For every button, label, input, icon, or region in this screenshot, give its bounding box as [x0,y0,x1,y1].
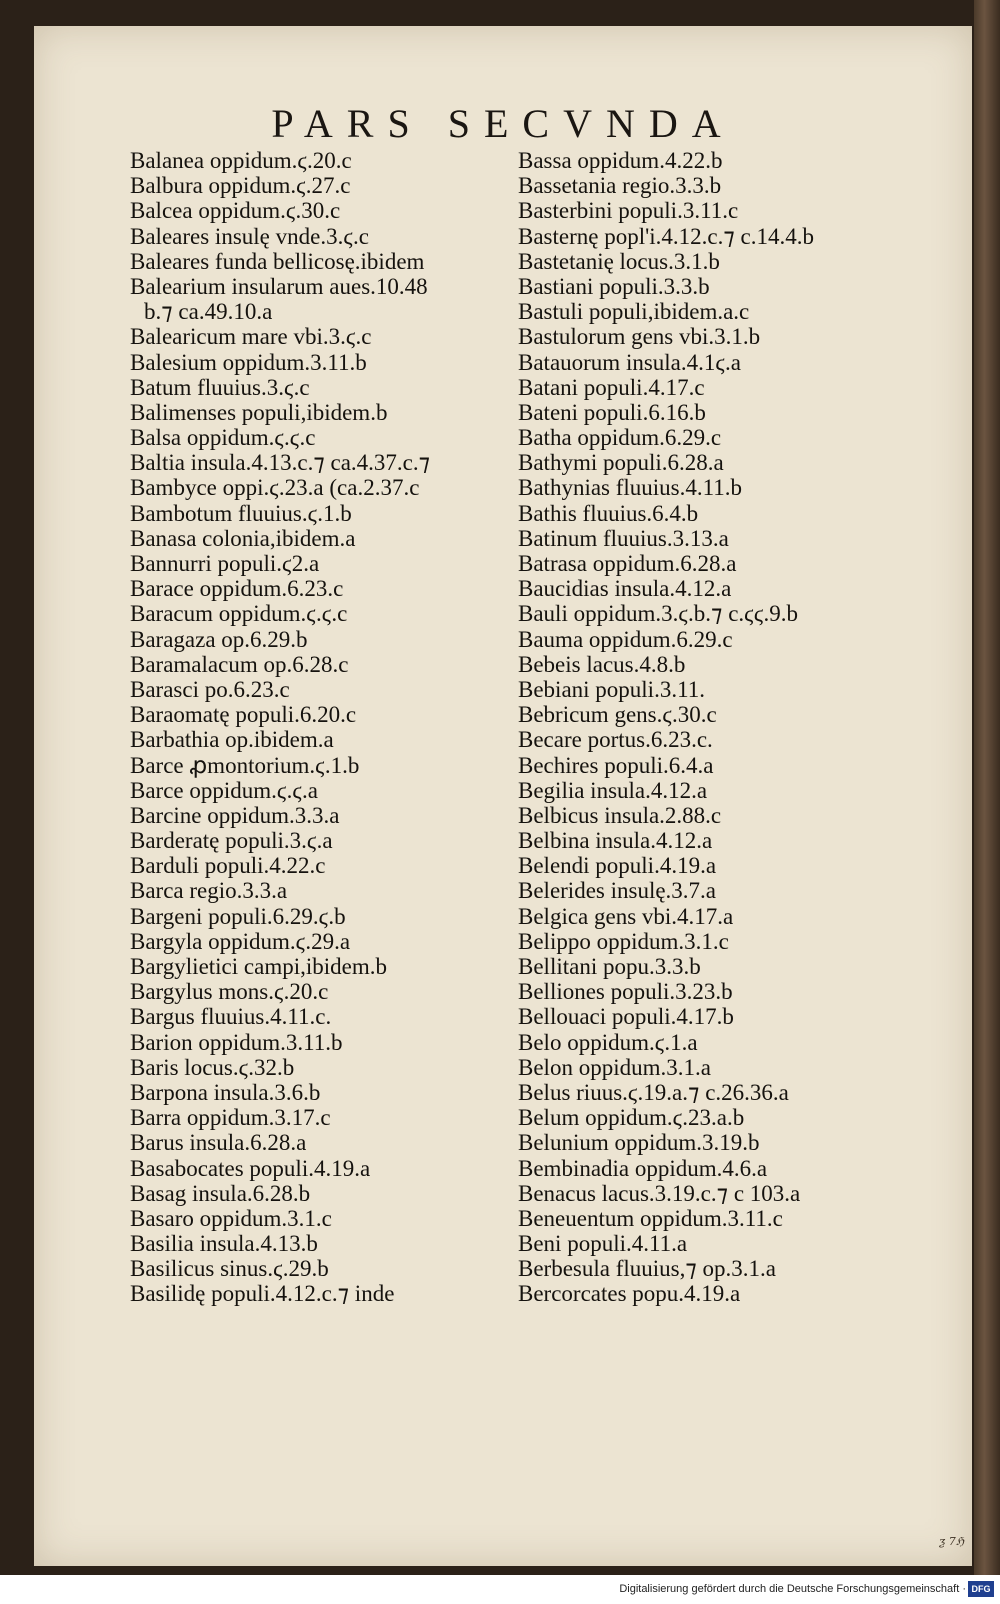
index-entry: Bathynias fluuius.4.11.b [518,475,743,501]
index-entry: Belum oppidum.ϛ.23.a.b [518,1105,745,1131]
index-entry: Bambyce oppi.ϛ.23.a (ca.2.37.c [130,475,420,501]
index-entry: Bebricum gens.ϛ.30.c [518,702,717,728]
index-entry: Barasci po.6.23.c [130,676,290,702]
index-entry: Belgica gens vbi.4.17.a [518,903,734,929]
index-entry: Beni populi.4.11.a [518,1231,688,1257]
index-entry: Bateni populi.6.16.b [518,399,706,425]
index-entry: Barderatę populi.3.ϛ.a [130,828,333,854]
index-entry: Barus insula.6.28.a [130,1130,307,1156]
index-entry: Benacus lacus.3.19.c.⁊ c 103.a [518,1180,801,1206]
index-entry: Barca regio.3.3.a [130,878,288,904]
index-entry: Belon oppidum.3.1.a [518,1054,711,1080]
index-entry: Belunium oppidum.3.19.b [518,1130,760,1156]
index-entry: Barce ꝓmontorium.ϛ.1.b [130,752,360,778]
index-entry: Belbina insula.4.12.a [518,828,713,854]
index-entry: Bassa oppidum.4.22.b [518,148,723,173]
index-entry: Barcine oppidum.3.3.a [130,802,340,828]
index-entry: Belendi populi.4.19.a [518,853,717,879]
index-entry: Basternę popl'i.4.12.c.⁊ c.14.4.b [518,223,814,249]
corner-mark: ƺ 7ℌ [938,1535,964,1548]
index-entry: Bambotum fluuius.ϛ.1.b [130,500,352,526]
index-entry: Balsa oppidum.ϛ.ϛ.c [130,425,316,451]
index-entry: Baucidias insula.4.12.a [518,576,732,602]
index-entry: Bargylus mons.ϛ.20.c [130,979,329,1005]
index-entry: Bebiani populi.3.11. [518,676,705,702]
index-entry: Bebeis lacus.4.8.b [518,651,686,677]
index-entry: Bastetanię locus.3.1.b [518,248,720,274]
footer-text: Digitalisierung gefördert durch die Deutsche Forschungsgemeinschaft · [619,1583,966,1595]
index-entry: Becare portus.6.23.c. [518,727,713,753]
index-entry: Bargeni populi.6.29.ϛ.b [130,903,346,929]
index-entry: Balbura oppidum.ϛ.27.c [130,173,351,199]
index-entry: Barion oppidum.3.11.b [130,1029,343,1055]
index-entry: Bassetania regio.3.3.b [518,173,722,199]
index-entry: Bastulorum gens vbi.3.1.b [518,324,761,350]
index-entry: Basilicus sinus.ϛ.29.b [130,1256,329,1282]
index-entry: Banasa colonia,ibidem.a [130,525,356,551]
index-entry: Bellouaci populi.4.17.b [518,1004,734,1030]
index-entry: Bercorcates popu.4.19.a [518,1281,741,1307]
index-entry: Begilia insula.4.12.a [518,777,708,803]
index-entry: Baramalacum op.6.28.c [130,651,349,677]
index-entry: Balesium oppidum.3.11.b [130,349,367,375]
index-entry: Baltia insula.4.13.c.⁊ ca.4.37.c.⁊ [130,450,431,476]
index-entry: Batani populi.4.17.c [518,374,705,400]
index-entry: Bechires populi.6.4.a [518,752,714,778]
index-entry: Basterbini populi.3.11.c [518,198,739,224]
index-entry: Batinum fluuius.3.13.a [518,525,729,551]
index-entry: Batha oppidum.6.29.c [518,425,722,451]
index-entry: Berbesula fluuius,⁊ op.3.1.a [518,1256,776,1282]
index-entry: Balearium insularum aues.10.48 [130,273,428,299]
index-entry: Batum fluuius.3.ϛ.c [130,374,310,400]
left-column [130,148,530,1307]
index-entry: Belerides insulę.3.7.a [518,878,717,904]
index-entry: Bathymi populi.6.28.a [518,450,724,476]
index-entry: Barce oppidum.ϛ.ϛ.a [130,777,318,803]
footer-bar [0,1575,1000,1604]
index-entry: Bastiani populi.3.3.b [518,273,710,299]
index-entry: Barace oppidum.6.23.c [130,576,344,602]
index-entry: Barbathia op.ibidem.a [130,727,334,753]
index-entry: Belliones populi.3.23.b [518,979,733,1005]
index-entry: Balanea oppidum.ϛ.20.c [130,148,352,173]
index-entry: Basabocates populi.4.19.a [130,1155,371,1181]
index-entry: Barpona insula.3.6.b [130,1079,321,1105]
index-entry: Basilia insula.4.13.b [130,1231,318,1257]
index-entry: Bauma oppidum.6.29.c [518,626,733,652]
index-entry: Baraomatę populi.6.20.c [130,702,357,728]
right-column [518,148,918,1307]
index-entry: Baleares funda bellicosę.ibidem [130,248,425,274]
index-entry: Barra oppidum.3.17.c [130,1105,331,1131]
index-entry: Bannurri populi.ϛ2.a [130,551,320,576]
index-entry: Bauli oppidum.3.ϛ.b.⁊ c.ϛϛ.9.b [518,601,798,627]
page-title: PARS SECVNDA [271,101,735,146]
index-entry: Belbicus insula.2.88.c [518,802,722,828]
index-entry: Baragaza op.6.29.b [130,626,308,652]
index-entry: Balimenses populi,ibidem.b [130,399,388,425]
index-entry: Barduli populi.4.22.c [130,853,326,879]
index-entry: Baleares insulę vnde.3.ϛ.c [130,223,369,249]
index-entry: Bargyla oppidum.ϛ.29.a [130,928,351,954]
book-page [34,26,972,1566]
index-entry: Bellitani popu.3.3.b [518,954,701,979]
index-entry: Batauorum insula.4.1ϛ.a [518,349,742,375]
book-edge [974,0,1000,1575]
index-entry: Balcea oppidum.ϛ.30.c [130,198,341,224]
index-entry: Bathis fluuius.6.4.b [518,500,699,526]
index-entry: Belo oppidum.ϛ.1.a [518,1029,698,1055]
index-entry: Baracum oppidum.ϛ.ϛ.c [130,601,348,627]
index-entry: Beneuentum oppidum.3.11.c [518,1205,783,1231]
index-entry: b.⁊ ca.49.10.a [144,299,273,325]
index-entry: Basag insula.6.28.b [130,1180,311,1206]
dfg-logo: DFG [968,1581,994,1597]
index-entry: Bembinadia oppidum.4.6.a [518,1155,768,1181]
index-entry: Basaro oppidum.3.1.c [130,1205,332,1231]
index-entry: Bargylietici campi,ibidem.b [130,954,387,979]
index-entry: Balearicum mare vbi.3.ϛ.c [130,324,372,350]
index-entry: Batrasa oppidum.6.28.a [518,551,737,576]
index-entry: Basilidę populi.4.12.c.⁊ inde [130,1281,395,1307]
index-entry: Baris locus.ϛ.32.b [130,1054,295,1080]
index-entry: Belus riuus.ϛ.19.a.⁊ c.26.36.a [518,1079,789,1105]
index-entry: Bargus fluuius.4.11.c. [130,1004,332,1030]
index-entry: Bastuli populi,ibidem.a.c [518,299,750,325]
index-entry: Belippo oppidum.3.1.c [518,928,729,954]
